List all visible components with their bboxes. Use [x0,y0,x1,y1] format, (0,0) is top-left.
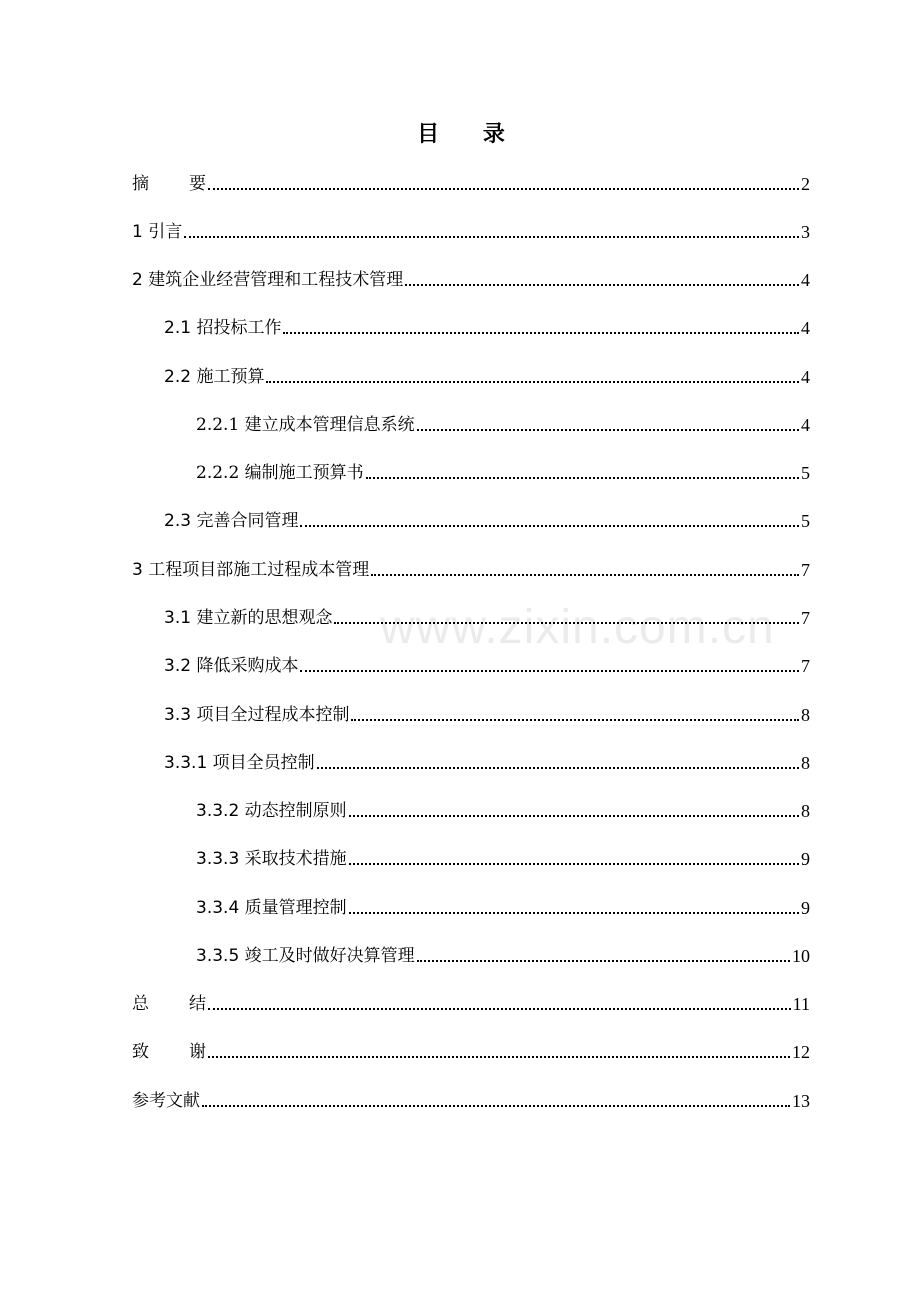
toc-page-number: 8 [801,753,810,773]
toc-entry-3-2[interactable] [164,650,810,678]
toc-page-number: 8 [801,801,810,821]
toc-page-number: 5 [801,463,810,483]
dot-leader [283,332,799,334]
dot-leader [266,381,799,383]
dot-leader [334,622,799,624]
toc-entry-label: 2.2.2 编制施工预算书 [196,463,364,483]
dot-leader [417,960,790,962]
toc-entry-chapter-3[interactable] [132,554,810,582]
toc-entry-label: 总 结 [132,994,206,1014]
toc-entry-label: 2.2 施工预算 [164,367,265,387]
dot-leader [349,912,799,914]
toc-entry-label: 致 谢 [132,1042,206,1062]
toc-entry-2-1[interactable] [164,312,810,340]
toc-page-number: 4 [801,367,810,387]
toc-title: 目 录 [417,122,523,147]
toc-entry-references[interactable] [132,1085,810,1113]
toc-page-number: 7 [801,608,810,628]
toc-entry-label: 摘 要 [132,174,206,194]
toc-entry-3-3-5[interactable] [196,940,810,968]
dot-leader [317,767,799,769]
toc-entry-label: 3.3.3 采取技术措施 [196,849,347,869]
toc-entry-summary[interactable] [132,988,810,1016]
dot-leader [405,284,799,286]
dot-leader [349,815,799,817]
toc-entry-label: 3.3.1 项目全员控制 [164,753,315,773]
toc-page-number: 10 [792,946,810,966]
toc-entry-label: 2 建筑企业经营管理和工程技术管理 [132,270,404,290]
toc-page-number: 13 [792,1091,810,1111]
dot-leader [208,1056,790,1058]
toc-entry-3-3-3[interactable] [196,843,810,871]
dot-leader [366,477,799,479]
toc-entry-label: 3.2 降低采购成本 [164,656,299,676]
toc-entry-label: 3.3.5 竣工及时做好决算管理 [196,946,415,966]
toc-entry-3-3[interactable] [164,699,810,727]
toc-entry-label: 1 引言 [132,222,183,242]
toc-entry-chapter-2[interactable] [132,264,810,292]
toc-entry-label: 参考文献 [132,1091,200,1111]
toc-entry-acknowledgements[interactable] [132,1036,810,1064]
toc-entry-label: 3.3.2 动态控制原则 [196,801,347,821]
toc-page-number: 5 [801,511,810,531]
toc-page-number: 11 [792,994,810,1014]
toc-page-number: 12 [792,1042,810,1062]
toc-entry-label: 2.3 完善合同管理 [164,511,299,531]
dot-leader [371,574,799,576]
toc-page-number: 3 [801,222,810,242]
toc-page-number: 4 [801,270,810,290]
dot-leader [351,719,799,721]
toc-entry-3-1[interactable] [164,602,810,630]
dot-leader [208,1008,791,1010]
toc-entry-introduction[interactable] [132,216,810,244]
toc-page-number: 2 [801,174,810,194]
toc-entry-label: 3.1 建立新的思想观念 [164,608,333,628]
dot-leader [300,670,799,672]
toc-entry-label: 2.1 招投标工作 [164,318,282,338]
toc-entry-label: 2.2.1 建立成本管理信息系统 [196,415,415,435]
toc-page-number: 8 [801,705,810,725]
dot-leader [417,429,799,431]
dot-leader [208,188,799,190]
toc-entry-label: 3.3 项目全过程成本控制 [164,705,350,725]
toc-entry-2-2-2[interactable] [196,457,810,485]
toc-entry-label: 3 工程项目部施工过程成本管理 [132,560,370,580]
toc-page-number: 4 [801,415,810,435]
toc-entry-2-3[interactable] [164,505,810,533]
toc-entry-3-3-4[interactable] [196,892,810,920]
toc-page-number: 7 [801,656,810,676]
toc-entry-label: 3.3.4 质量管理控制 [196,898,347,918]
dot-leader [349,863,799,865]
dot-leader [300,525,799,527]
toc-entry-2-2[interactable] [164,361,810,389]
toc-entry-3-3-1[interactable] [164,747,810,775]
toc-page-number: 9 [801,849,810,869]
dot-leader [202,1105,790,1107]
toc-entry-3-3-2[interactable] [196,795,810,823]
toc-page-number: 9 [801,898,810,918]
toc-page-number: 7 [801,560,810,580]
toc-entry-abstract[interactable] [132,168,810,196]
toc-entry-2-2-1[interactable] [196,409,810,437]
dot-leader [184,236,799,238]
watermark: www.zixin.com.cn [380,601,775,654]
toc-page-number: 4 [801,318,810,338]
